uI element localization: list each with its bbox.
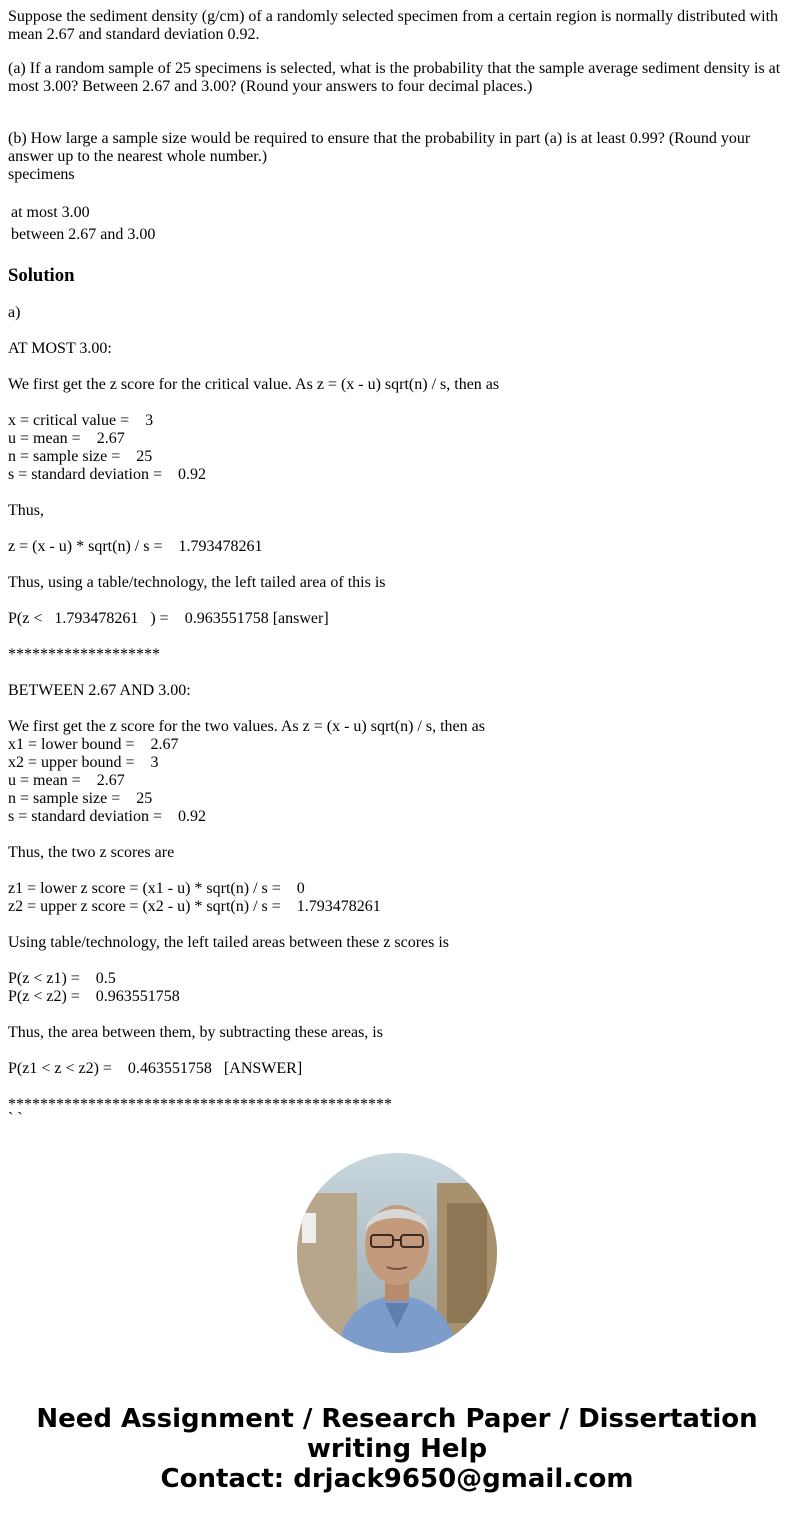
solution-line: Using table/technology, the left tailed areas between these z scores is	[8, 934, 450, 951]
solution-line: *******************	[8, 646, 160, 663]
solution-line	[8, 664, 786, 682]
solution-line: Thus, the area between them, by subtracting these areas, is	[8, 1024, 383, 1041]
question-intro-text: Suppose the sediment density (g/cm) of a randomly selected specimen from a certain region is normally distributed with mean 2.67 and standard deviation 0.92.	[8, 8, 779, 43]
solution-line	[8, 1078, 786, 1096]
solution-line: AT MOST 3.00:	[8, 340, 112, 357]
unit-label: specimens	[8, 166, 75, 183]
answer-options	[11, 202, 155, 246]
solution-line: u = mean = 2.67	[8, 430, 125, 447]
solution-line: u = mean = 2.67	[8, 772, 125, 789]
solution-line	[8, 826, 786, 844]
solution-line	[8, 952, 786, 970]
solution-line: z1 = lower z score = (x1 - u) * sqrt(n) / s = 0	[8, 880, 305, 897]
solution-line: We first get the z score for the two values. As z = (x - u) sqrt(n) / s, then as	[8, 718, 485, 735]
promo-banner	[0, 1404, 794, 1494]
solution-line	[8, 394, 786, 412]
option-between: between 2.67 and 3.00	[11, 226, 156, 243]
solution-line: We first get the z score for the critical value. As z = (x - u) sqrt(n) / s, then as	[8, 376, 500, 393]
solution-line: P(z1 < z < z2) = 0.463551758 [ANSWER]	[8, 1060, 303, 1077]
solution-line: a)	[8, 304, 21, 321]
author-avatar	[297, 1153, 497, 1353]
solution-line: BETWEEN 2.67 AND 3.00:	[8, 682, 191, 699]
solution-line	[8, 520, 786, 538]
question-part-a	[8, 60, 786, 96]
solution-heading: Solution	[8, 265, 75, 286]
solution-line	[8, 556, 786, 574]
solution-line	[8, 700, 786, 718]
promo-line-2: writing Help	[306, 1434, 488, 1464]
solution-line	[8, 358, 786, 376]
solution-line	[8, 322, 786, 340]
solution-line: Thus, the two z scores are	[8, 844, 175, 861]
solution-line: n = sample size = 25	[8, 790, 153, 807]
solution-line	[8, 1042, 786, 1060]
solution-line: z2 = upper z score = (x2 - u) * sqrt(n) / s = 1.793478261	[8, 898, 381, 915]
truncated-text: ` `	[8, 1110, 23, 1124]
part-a-text: (a) If a random sample of 25 specimens is selected, what is the probability that the sample average sediment density is at most 3.00? Between 2.67 and 3.00? (Round your answers to four decimal places.)	[8, 60, 781, 95]
solution-line: P(z < z2) = 0.963551758	[8, 988, 180, 1005]
solution-body	[8, 304, 786, 1114]
solution-line: x1 = lower bound = 2.67	[8, 736, 179, 753]
solution-line: P(z < 1.793478261 ) = 0.963551758 [answer]	[8, 610, 329, 627]
option-at-most: at most 3.00	[11, 204, 90, 221]
question-intro	[8, 8, 786, 44]
solution-line	[8, 628, 786, 646]
solution-line: x = critical value = 3	[8, 412, 154, 429]
promo-line-1: Need Assignment / Research Paper / Dissertation	[36, 1404, 758, 1434]
solution-line	[8, 1006, 786, 1024]
solution-line: ************************************************	[8, 1096, 392, 1113]
solution-line	[8, 916, 786, 934]
solution-line	[8, 484, 786, 502]
solution-line: s = standard deviation = 0.92	[8, 466, 207, 483]
solution-line: s = standard deviation = 0.92	[8, 808, 207, 825]
solution-line: n = sample size = 25	[8, 448, 153, 465]
part-b-text: (b) How large a sample size would be required to ensure that the probability in part (a) is at least 0.99? (Round your answer up to the nearest whole number.)	[8, 130, 751, 165]
question-part-b	[8, 130, 786, 184]
promo-contact: Contact: drjack9650@gmail.com	[160, 1464, 634, 1494]
solution-line: Thus, using a table/technology, the left tailed area of this is	[8, 574, 386, 591]
solution-line: Thus,	[8, 502, 44, 519]
person-photo-icon	[297, 1153, 497, 1353]
solution-line: x2 = upper bound = 3	[8, 754, 159, 771]
solution-line	[8, 862, 786, 880]
solution-line: z = (x - u) * sqrt(n) / s = 1.793478261	[8, 538, 263, 555]
solution-line: P(z < z1) = 0.5	[8, 970, 116, 987]
solution-line	[8, 592, 786, 610]
